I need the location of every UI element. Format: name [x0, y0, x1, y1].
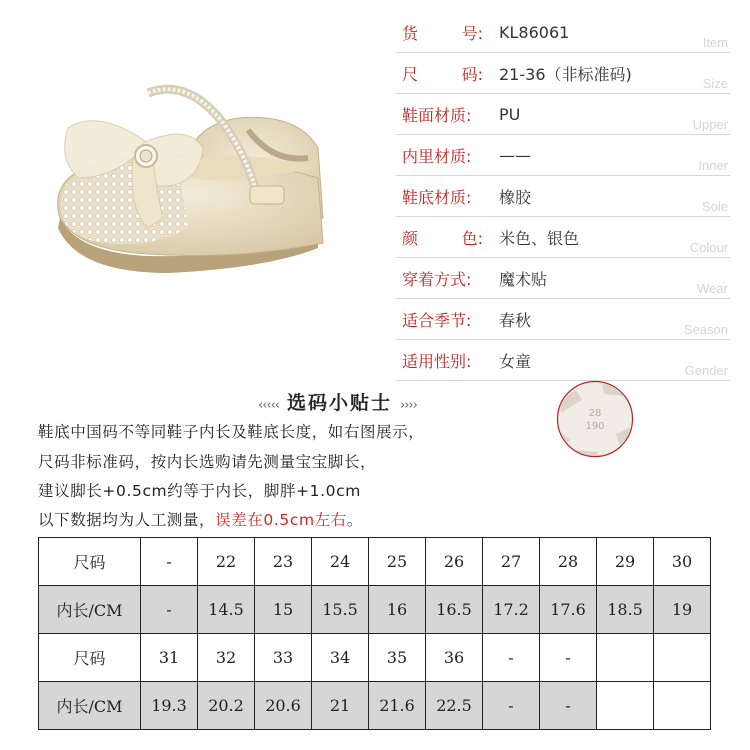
table-cell: [597, 634, 654, 682]
table-cell: 33: [255, 634, 312, 682]
spec-label: 穿着方式:: [402, 269, 472, 289]
size-row-3: [39, 634, 711, 682]
spec-row-upper: [396, 94, 730, 135]
table-cell: 16.5: [426, 586, 483, 634]
spec-en-label: Gender: [684, 363, 728, 378]
table-cell: 22.5: [426, 682, 483, 730]
sole-number-size: 28: [588, 408, 602, 419]
table-cell: [654, 682, 711, 730]
spec-en-label: Size: [702, 76, 728, 91]
tip-line-4: 以下数据均为人工测量，误差在0.5cm左右。: [38, 511, 363, 529]
spec-row-gender: [396, 340, 730, 381]
spec-en-label: Wear: [697, 281, 728, 296]
table-cell: 16: [369, 586, 426, 634]
tip-line-3: 建议脚长+0.5cm约等于内长，脚胖+1.0cm: [38, 482, 361, 500]
tips-deco-right: ››››: [400, 398, 417, 413]
shoe-product-image: [38, 68, 368, 278]
spec-value: 米色、银色: [499, 228, 580, 248]
table-cell: 21.6: [369, 682, 426, 730]
table-cell: -: [540, 682, 597, 730]
spec-row-wear: [396, 258, 730, 299]
size-row-1: [39, 538, 711, 586]
spec-value: ——: [499, 145, 531, 165]
size-chart-table: [38, 537, 711, 730]
spec-row-season: [396, 299, 730, 340]
table-cell: -: [483, 682, 540, 730]
spec-label: 货 号:: [402, 23, 483, 43]
spec-value: 魔术贴: [499, 269, 548, 289]
spec-row-item: [396, 12, 730, 53]
table-cell: 28: [540, 538, 597, 586]
table-cell: -: [483, 634, 540, 682]
tip-line-1: 鞋底中国码不等同鞋子内长及鞋底长度，如右图展示，: [38, 423, 425, 441]
spec-en-label: Upper: [692, 117, 728, 132]
spec-label: 颜 色:: [402, 228, 483, 248]
table-cell: 35: [369, 634, 426, 682]
spec-en-label: Sole: [701, 199, 728, 214]
spec-row-colour: [396, 217, 730, 258]
size-row-2: [39, 586, 711, 634]
table-cell: 27: [483, 538, 540, 586]
sole-number-length: 190: [585, 421, 605, 432]
spec-row-sole: [396, 176, 730, 217]
table-cell: 内长/CM: [39, 586, 141, 634]
spec-row-size: [396, 53, 730, 94]
spec-en-label: Season: [683, 322, 728, 337]
table-cell: 15: [255, 586, 312, 634]
spec-value: 春秋: [499, 310, 532, 330]
table-cell: -: [141, 538, 198, 586]
tips-title: [258, 388, 417, 415]
table-cell: 31: [141, 634, 198, 682]
spec-en-label: Inner: [698, 158, 728, 173]
table-cell: 25: [369, 538, 426, 586]
table-cell: -: [540, 634, 597, 682]
spec-en-label: Item: [702, 35, 728, 50]
table-cell: 17.2: [483, 586, 540, 634]
tip-error-note: 误差在0.5cm左右: [215, 511, 347, 529]
table-cell: 19.3: [141, 682, 198, 730]
spec-label: 尺 码:: [402, 64, 483, 84]
table-cell: 36: [426, 634, 483, 682]
table-cell: 19: [654, 586, 711, 634]
tip-line-2: 尺码非标准码，按内长选购请先测量宝宝脚长，: [38, 453, 377, 471]
table-cell: 17.6: [540, 586, 597, 634]
spec-label: 鞋面材质:: [402, 105, 472, 125]
table-cell: 内长/CM: [39, 682, 141, 730]
tips-title-text: 选码小贴士: [287, 392, 393, 414]
table-cell: 尺码: [39, 538, 141, 586]
table-cell: 尺码: [39, 634, 141, 682]
table-cell: 30: [654, 538, 711, 586]
spec-label: 鞋底材质:: [402, 187, 472, 207]
sole-size-image: [556, 380, 634, 458]
table-cell: 20.2: [198, 682, 255, 730]
spec-label: 适合季节:: [402, 310, 472, 330]
size-row-4: [39, 682, 711, 730]
table-cell: 23: [255, 538, 312, 586]
table-cell: 34: [312, 634, 369, 682]
table-cell: 24: [312, 538, 369, 586]
spec-table: [396, 12, 730, 381]
spec-en-label: Colour: [689, 240, 728, 255]
table-cell: 29: [597, 538, 654, 586]
spec-value: 橡胶: [499, 187, 532, 207]
tips-deco-left: ‹‹‹‹‹: [258, 398, 279, 413]
spec-label: 内里材质:: [402, 146, 472, 166]
table-cell: 20.6: [255, 682, 312, 730]
spec-row-inner: [396, 135, 730, 176]
table-cell: 18.5: [597, 586, 654, 634]
spec-value: KL86061: [499, 22, 570, 42]
table-cell: 22: [198, 538, 255, 586]
table-cell: 14.5: [198, 586, 255, 634]
table-cell: 26: [426, 538, 483, 586]
spec-label: 适用性别:: [402, 351, 472, 371]
table-cell: 15.5: [312, 586, 369, 634]
table-cell: -: [141, 586, 198, 634]
table-cell: 21: [312, 682, 369, 730]
table-cell: [597, 682, 654, 730]
spec-value: 21-36（非标准码): [499, 64, 632, 84]
spec-value: PU: [499, 104, 521, 124]
spec-value: 女童: [499, 351, 532, 371]
table-cell: 32: [198, 634, 255, 682]
table-cell: [654, 634, 711, 682]
